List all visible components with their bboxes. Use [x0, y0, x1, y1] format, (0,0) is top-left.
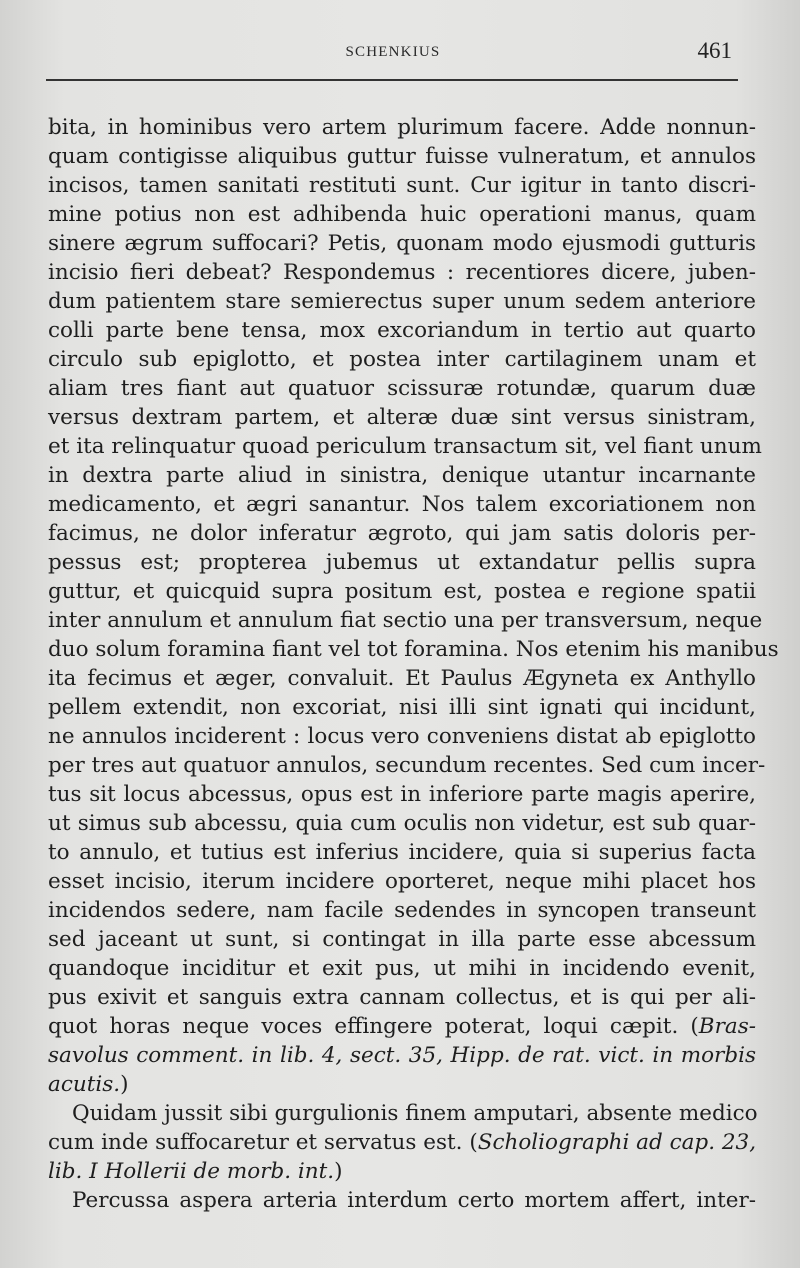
text-line: sed jaceant ut sunt, si contingat in illa parte esse abcessum	[48, 927, 756, 952]
citation-line	[48, 1157, 756, 1186]
text-line: esset incisio, iterum incidere oporteret, neque mihi placet hos	[48, 869, 756, 894]
text-line: tus sit locus abcessus, opus est in inferiore parte magis aperire,	[48, 782, 756, 807]
text-line: versus dextram partem, et alteræ duæ sint versus sinistram,	[48, 405, 756, 430]
line-roman: cum inde suffocaretur et servatus est. (	[48, 1130, 478, 1155]
running-head: SCHENKIUS	[345, 44, 441, 60]
header-rule	[46, 79, 738, 81]
page-header	[48, 38, 738, 68]
text-line: quam contigisse aliquibus guttur fuisse vulneratum, et annulos	[48, 144, 756, 169]
citation-line: savolus comment. in lib. 4, sect. 35, Hipp. de rat. vict. in morbis	[48, 1043, 756, 1068]
citation-italic: lib. I Hollerii de morb. int.	[48, 1159, 335, 1184]
text-line: aliam tres fiant aut quatuor scissuræ rotundæ, quarum duæ	[48, 376, 756, 401]
text-line: ne annulos inciderent : locus vero conveniens distat ab epiglotto	[48, 724, 756, 749]
text-line: pus exivit et sanguis extra cannam collectus, et is qui per ali-	[48, 985, 756, 1010]
citation-italic: Bras-	[698, 1014, 756, 1039]
text-line	[48, 1012, 756, 1041]
line-roman: quot horas neque voces effingere poterat, loqui cæpit. (	[48, 1014, 699, 1039]
citation-italic: Scholiographi ad cap. 23,	[477, 1130, 757, 1155]
text-line: in dextra parte aliud in sinistra, denique utantur incarnante	[48, 463, 756, 488]
text-line: incisos, tamen sanitati restituti sunt. Cur igitur in tanto discri-	[48, 173, 756, 198]
text-line: colli parte bene tensa, mox excoriandum in tertio aut quarto	[48, 318, 756, 343]
text-line: to annulo, et tutius est inferius incidere, quia si superius facta	[48, 840, 756, 865]
text-line: dum patientem stare semierectus super unum sedem anteriore	[48, 289, 756, 314]
closing-paren: )	[334, 1159, 343, 1184]
text-line: duo solum foramina fiant vel tot foramina. Nos etenim his manibus	[48, 637, 779, 662]
text-line: medicamento, et ægri sanantur. Nos talem excoriationem non	[48, 492, 756, 517]
text-line: incidendos sedere, nam facile sedendes in syncopen transeunt	[48, 898, 756, 923]
text-line: guttur, et quicquid supra positum est, postea e regione spatii	[48, 579, 756, 604]
citation-italic: acutis.	[48, 1072, 121, 1097]
text-line: mine potius non est adhibenda huic operationi manus, quam	[48, 202, 756, 227]
citation-line	[48, 1070, 756, 1099]
paragraph-start: Percussa aspera arteria interdum certo mortem affert, inter-	[72, 1188, 756, 1213]
text-line: circulo sub epiglotto, et postea inter cartilaginem unam et	[48, 347, 756, 372]
text-line: sinere ægrum suffocari? Petis, quonam modo ejusmodi gutturis	[48, 231, 756, 256]
text-line: pellem extendit, non excoriat, nisi illi sint ignati qui incidunt,	[48, 695, 756, 720]
text-line: inter annulum et annulum fiat sectio una per transversum, neque	[48, 608, 763, 633]
body-text	[48, 113, 779, 1215]
paragraph-start: Quidam jussit sibi gurgulionis finem amputari, absente medico	[72, 1101, 758, 1126]
text-line: pessus est; propterea jubemus ut extandatur pellis supra	[48, 550, 756, 575]
text-line: ita fecimus et æger, convaluit. Et Paulus Ægyneta ex Anthyllo	[48, 666, 756, 691]
closing-paren: )	[120, 1072, 129, 1097]
text-line: facimus, ne dolor inferatur ægroto, qui jam satis doloris per-	[48, 521, 756, 546]
page-number: 461	[697, 38, 732, 63]
text-line: ut simus sub abcessu, quia cum oculis non videtur, est sub quar-	[48, 811, 756, 836]
text-line: incisio fieri debeat? Respondemus : recentiores dicere, juben-	[48, 260, 756, 285]
text-line: quandoque inciditur et exit pus, ut mihi in incidendo evenit,	[48, 956, 756, 981]
text-line: et ita relinquatur quoad periculum transactum sit, vel fiant unum	[48, 434, 762, 459]
text-line	[48, 1128, 756, 1157]
text-line: bita, in hominibus vero artem plurimum facere. Adde nonnun-	[48, 115, 756, 140]
text-line: per tres aut quatuor annulos, secundum recentes. Sed cum incer-	[48, 753, 766, 778]
